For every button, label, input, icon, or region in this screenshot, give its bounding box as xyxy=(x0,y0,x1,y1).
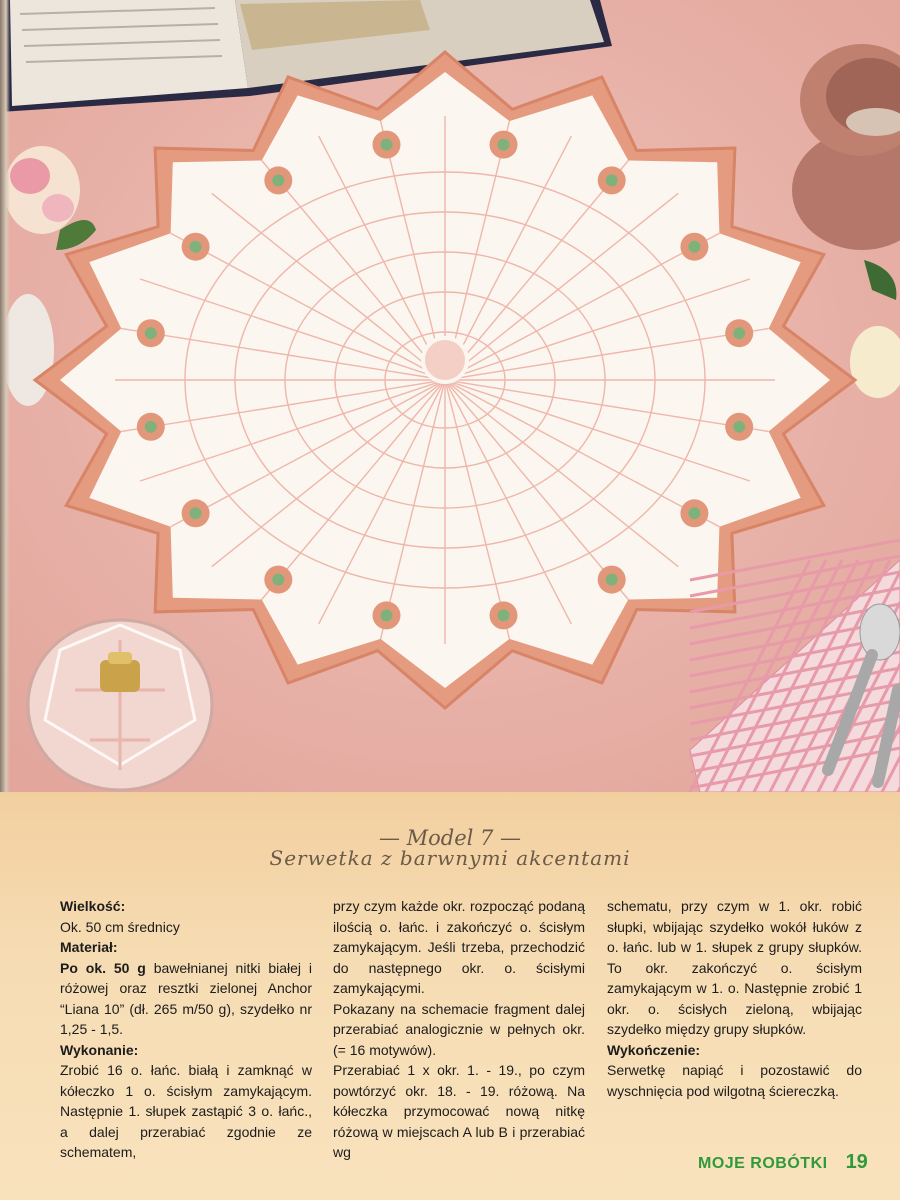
size-text: Ok. 50 cm średnicy xyxy=(60,918,180,935)
work-label: Wykonanie: xyxy=(60,1041,139,1058)
magazine-brand: MOJE ROBÓTKI xyxy=(698,1155,828,1172)
size-label: Wielkość: xyxy=(60,898,126,914)
finish-label: Wykończenie: xyxy=(607,1041,701,1058)
column-2 xyxy=(333,896,585,1163)
page-number: 19 xyxy=(845,1151,868,1173)
finish-text: Serwetkę napiąć i pozostawić do wyschnięcia pod wilgotną ściereczką. xyxy=(607,1062,862,1099)
col2-paragraph-1: przy czym każde okr. rozpocząć podaną ilością o. łańc. i zakończyć o. ścisłym zamykającym. Jeśli trzeba, przechodzić do następnego okr. o. ścisłymi zamykającymi. xyxy=(333,898,585,996)
col2-paragraph-2: Pokazany na schemacie fragment dalej przerabiać analogicznie w pełnych okr. (= 16 motywów). xyxy=(333,1000,585,1058)
crochet-doily xyxy=(35,52,855,708)
col3-paragraph-1: schematu, przy czym w 1. okr. robić słupki, wbijając szydełko wokół łuków z o. łańc. lub w 1. słupek z grupy słupków. To okr. zakończyć o. ścisłym zamykającym w 1. o. Następnie zrobić 1 okr. o. ścisłych zieloną, wbijając szydełko między grupy słupków. xyxy=(607,898,862,1037)
material-amount: Po ok. 50 g xyxy=(60,959,146,976)
material-paragraph xyxy=(60,958,312,1040)
model-title: — Model 7 — xyxy=(378,826,522,850)
column-1 xyxy=(60,896,312,1163)
work-text: Zrobić 16 o. łańc. białą i zamknąć w kółeczko 1 o. ścisłym zamykającym. Następnie 1. słupek zastąpić 3 o. łańc., a dalej przerabiać zgodnie ze schematem, xyxy=(60,1062,312,1160)
material-text: bawełnianej nitki białej i różowej oraz resztki zielonej Anchor “Liana 10” (dł. 265 m/50 g), szydełko nr 1,25 - 1,5. xyxy=(60,959,312,1037)
model-subtitle: Serwetka z barwnymi akcentami xyxy=(269,846,631,870)
material-label: Materiał: xyxy=(60,939,118,955)
page-footer xyxy=(698,1151,868,1181)
perfume-bottle xyxy=(28,620,212,790)
col2-paragraph-3: Przerabiać 1 x okr. 1. - 19., po czym powtórzyć okr. 18. - 19. różową. Na kółeczka przymocować nową nitkę różową w miejscach A lub B i przerabiać wg xyxy=(333,1062,585,1160)
column-3 xyxy=(607,896,862,1101)
